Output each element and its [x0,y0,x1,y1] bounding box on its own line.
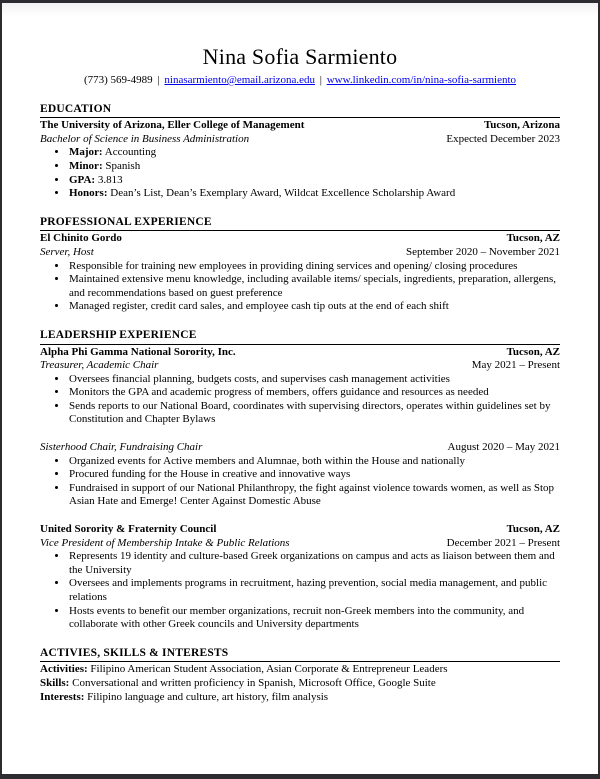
interests-line [40,691,560,705]
interests-text: Filipino language and culture, art history, film analysis [87,690,329,703]
bullet-text: 3.813 [97,173,123,186]
professional-date: September 2020 – November 2021 [406,245,560,258]
bullet-item: • Maintained extensive menu knowledge, including available items/ specials, ingredients, preparation, allergens, and recommendations based on guest preference [68,273,560,300]
education-bullet-list [40,146,560,200]
bullet-item: • Responsible for training new employees in providing dining services and opening/ closing procedures [68,260,560,274]
leadership-role: Treasurer, Academic Chair [40,359,159,372]
email-link[interactable]: ninasarmiento@email.arizona.edu [164,74,316,86]
skills-line [40,677,560,691]
entry-gap [40,509,560,523]
bullet-item [68,174,560,188]
education-degree-row [40,133,560,147]
leadership-entry-org-row [40,346,560,360]
bullet-item: • Sends reports to our National Board, coordinates with supervising directors, operates within guidelines set by Constitution and Chapter Bylaws [68,400,560,427]
leadership-location: Tucson, AZ [506,523,560,536]
leadership-entry-role-row [40,359,560,373]
education-location: Tucson, Arizona [483,119,560,132]
skills-text: Conversational and written proficiency in Spanish, Microsoft Office, Google Suite [72,676,436,689]
professional-role-row [40,246,560,260]
education-degree: Bachelor of Science in Business Administration [40,132,250,145]
leadership-bullet-list [40,550,560,632]
leadership-entry-org-row [40,523,560,537]
bullet-item [68,146,560,160]
leadership-date: May 2021 – Present [471,359,560,372]
contact-separator: | [319,74,322,86]
leadership-date: December 2021 – Present [446,536,560,549]
bullet-item [68,160,560,174]
section-heading-leadership-experience: LEADERSHIP EXPERIENCE [40,329,560,345]
bullet-item: • Fundraised in support of our National Philanthropy, the fight against violence towards women, as well as Stop Asian Hate and Emerge! Center Against Domestic Abuse [68,482,560,509]
leadership-bullet-list [40,373,560,427]
education-org-row [40,119,560,133]
phone-number: (773) 569-4989 [83,74,153,86]
activities-label: Activities: [40,663,88,676]
leadership-entry-role-row [40,537,560,551]
interests-label: Interests: [40,690,85,703]
professional-bullet-list [40,260,560,314]
activities-line [40,663,560,677]
bullet-label: Major: [69,146,103,159]
person-name: Nina Sofia Sarmiento [202,44,398,69]
bullet-label: GPA: [69,173,96,186]
section-heading-education: EDUCATION [40,103,560,119]
leadership-org: United Sorority & Fraternity Council [40,523,217,536]
bullet-label: Honors: [69,187,108,200]
bullet-item: • Represents 19 identity and culture-based Greek organizations on campus and acts as liaison between them and the University [68,550,560,577]
leadership-org: Alpha Phi Gamma National Sorority, Inc. [40,345,236,358]
bullet-item: • Procured funding for the House in creative and innovative ways [68,468,560,482]
bullet-item: • Oversees and implements programs in recruitment, hazing prevention, social media management, and public relations [68,577,560,604]
leadership-date: August 2020 – May 2021 [447,441,560,454]
bullet-item: • Managed register, credit card sales, and employee cash tip outs at the end of each shift [68,300,560,314]
professional-org-row [40,232,560,246]
leadership-bullet-list [40,455,560,509]
leadership-entry-role-row [40,441,560,455]
contact-separator: | [157,74,160,86]
skills-label: Skills: [40,676,70,689]
education-date: Expected December 2023 [446,132,560,145]
bullet-item: • Hosts events to benefit our member organizations, recruit non-Greek members into the community, and collaborate with other Greek councils and University departments [68,605,560,632]
resume-content [2,3,598,704]
professional-company: El Chinito Gordo [40,232,122,245]
bullet-text: Dean’s List, Dean’s Exemplary Award, Wildcat Excellence Scholarship Award [110,187,456,200]
bullet-text: Spanish [105,159,141,172]
bullet-label: Minor: [69,159,103,172]
professional-role: Server, Host [40,245,94,258]
leadership-role: Sisterhood Chair, Fundraising Chair [40,441,203,454]
linkedin-link[interactable]: www.linkedin.com/in/nina-sofia-sarmiento [326,74,517,86]
leadership-role: Vice President of Membership Intake & Public Relations [40,536,290,549]
bullet-item: • Organized events for Active members and Alumnae, both within the House and nationally [68,455,560,469]
bullet-text: Accounting [104,146,157,159]
section-heading-activities-skills-interests: ACTIVIES, SKILLS & INTERESTS [40,647,560,663]
section-heading-professional-experience: PROFESSIONAL EXPERIENCE [40,216,560,232]
contact-line [40,74,560,88]
entry-gap [40,427,560,441]
professional-location: Tucson, AZ [506,232,560,245]
education-school: The University of Arizona, Eller College of Management [40,119,305,132]
activities-text: Filipino American Student Association, Asian Corporate & Entrepreneur Leaders [90,663,448,676]
bullet-item: • Monitors the GPA and academic progress of members, offers guidance and resources as needed [68,386,560,400]
leadership-location: Tucson, AZ [506,345,560,358]
bullet-item [68,187,560,201]
bullet-item: • Oversees financial planning, budgets costs, and supervises cash management activities [68,373,560,387]
